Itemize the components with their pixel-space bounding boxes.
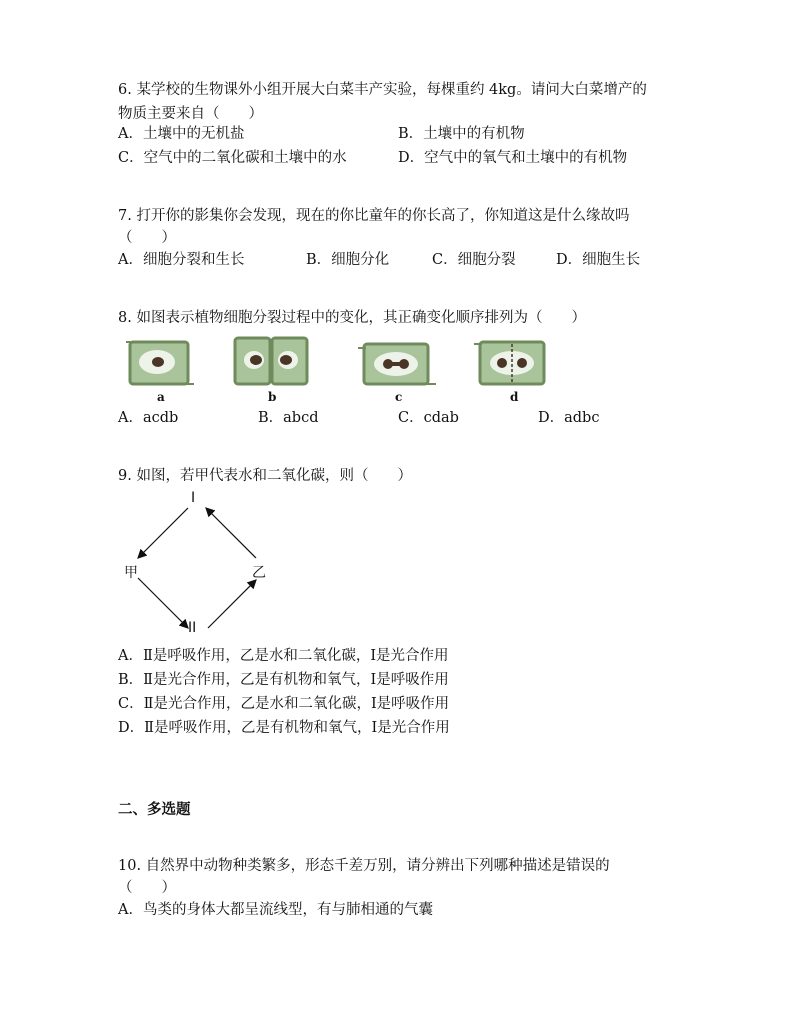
- cell-label-c: c: [395, 390, 403, 404]
- q9-option-b: B．Ⅱ是光合作用，乙是有机物和氧气，Ⅰ是呼吸作用: [118, 672, 449, 688]
- cell-figure-c: [358, 340, 436, 390]
- q6-stem-line2: 物质主要来自（ ）: [118, 106, 263, 122]
- diagram-label-left: 甲: [124, 565, 138, 581]
- q6-option-b: B．土壤中的有机物: [398, 126, 525, 142]
- q7-option-c: C．细胞分裂: [432, 252, 516, 268]
- diagram-label-top: I: [191, 490, 196, 506]
- cell-figure-b: [232, 334, 310, 390]
- q6-option-c: C．空气中的二氧化碳和土壤中的水: [118, 150, 347, 166]
- diagram-label-bottom: II: [188, 620, 197, 636]
- q10-stem-line1: 10. 自然界中动物种类繁多，形态千差万别，请分辨出下列哪种描述是错误的: [118, 858, 610, 874]
- q6-stem-line1: 6. 某学校的生物课外小组开展大白菜丰产实验，每棵重约 4kg。请问大白菜增产的: [118, 82, 647, 98]
- cell-figure-a: [126, 338, 194, 390]
- q8-option-d: D．adbc: [538, 410, 600, 426]
- q7-option-b: B．细胞分化: [306, 252, 390, 268]
- cell-figure-d: [474, 338, 552, 390]
- q7-stem-line2: （ ）: [118, 230, 176, 246]
- q7-stem-line1: 7. 打开你的影集你会发现，现在的你比童年的你长高了，你知道这是什么缘故吗: [118, 208, 630, 224]
- q9-option-d: D．Ⅱ是呼吸作用，乙是有机物和氧气，Ⅰ是光合作用: [118, 720, 450, 736]
- q8-option-a: A．acdb: [118, 410, 179, 426]
- q7-option-d: D．细胞生长: [556, 252, 641, 268]
- q9-stem: 9. 如图，若甲代表水和二氧化碳，则（ ）: [118, 468, 412, 484]
- q6-option-d: D．空气中的氧气和土壤中的有机物: [398, 150, 628, 166]
- q7-option-a: A．细胞分裂和生长: [118, 252, 245, 268]
- cell-label-a: a: [157, 390, 165, 404]
- q9-option-c: C．Ⅱ是光合作用，乙是水和二氧化碳，Ⅰ是呼吸作用: [118, 696, 450, 712]
- cell-label-b: b: [268, 390, 277, 404]
- q8-option-c: C．cdab: [398, 410, 459, 426]
- cell-label-d: d: [510, 390, 519, 404]
- q8-option-b: B．abcd: [258, 410, 319, 426]
- q10-stem-line2: （ ）: [118, 880, 176, 896]
- section-title: 二、多选题: [118, 802, 191, 818]
- q9-option-a: A．Ⅱ是呼吸作用，乙是水和二氧化碳，Ⅰ是光合作用: [118, 648, 449, 664]
- q6-option-a: A．土壤中的无机盐: [118, 126, 245, 142]
- q8-stem: 8. 如图表示植物细胞分裂过程中的变化，其正确变化顺序排列为（ ）: [118, 310, 586, 326]
- diagram-label-right: 乙: [252, 565, 266, 581]
- q10-option-a: A．鸟类的身体大都呈流线型，有与肺相通的气囊: [118, 902, 433, 918]
